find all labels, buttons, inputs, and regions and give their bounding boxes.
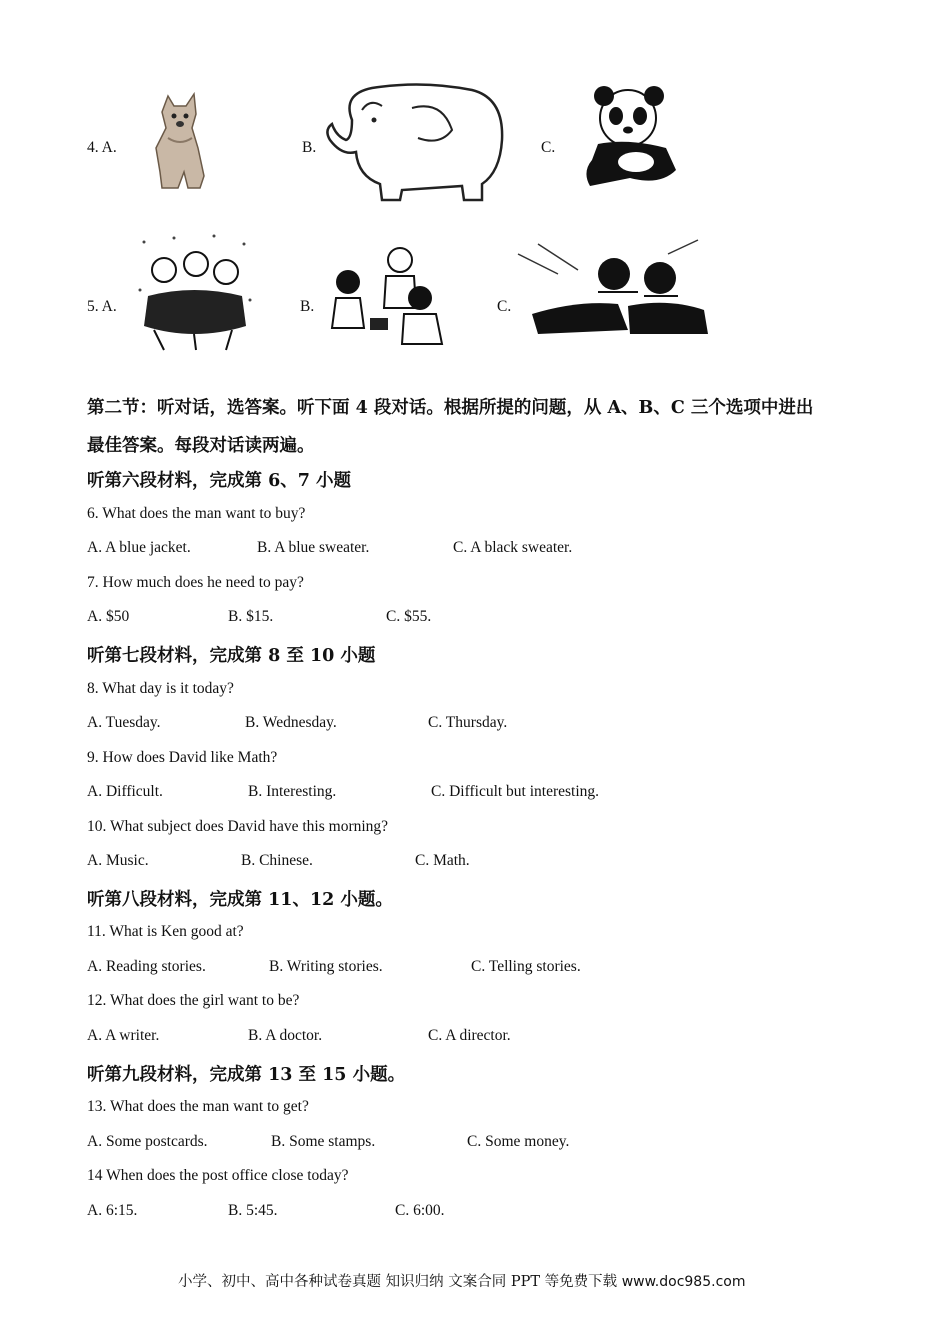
option-b: B. Writing stories.: [269, 958, 383, 975]
footer-url[interactable]: www.doc985.com: [621, 1274, 746, 1290]
option-c: C. Some money.: [467, 1133, 570, 1150]
option-a: A. Reading stories.: [87, 958, 206, 975]
option-b: B. Chinese.: [241, 852, 313, 869]
children-playing-picture: [320, 236, 466, 354]
option-b: B. 5:45.: [228, 1202, 278, 1219]
option-c: C. Thursday.: [428, 714, 508, 731]
question-text: 7. How much does he need to pay?: [87, 574, 304, 591]
option-b: B. $15.: [228, 608, 274, 625]
option-a: A. A blue jacket.: [87, 539, 191, 556]
option-c: C. 6:00.: [395, 1202, 445, 1219]
question-text: 13. What does the man want to get?: [87, 1098, 309, 1115]
option-c: C. A director.: [428, 1027, 511, 1044]
option-c: C. Telling stories.: [471, 958, 581, 975]
option-c: C. Difficult but interesting.: [431, 783, 600, 800]
option-b: B. Some stamps.: [271, 1133, 376, 1150]
option-c: C. Math.: [415, 852, 470, 869]
q4-b-label: B.: [302, 139, 317, 156]
question-text: 11. What is Ken good at?: [87, 923, 244, 940]
question-text: 14 When does the post office close today?: [87, 1167, 349, 1184]
option-a: A. 6:15.: [87, 1202, 138, 1219]
dog-picture: [148, 88, 214, 192]
question-text: 8. What day is it today?: [87, 680, 234, 697]
option-a: A. Tuesday.: [87, 714, 161, 731]
elephant-picture: [322, 80, 508, 204]
section2-instruction-line2: 最佳答案。每段对话读两遍。: [87, 436, 315, 456]
question-text: 9. How does David like Math?: [87, 749, 278, 766]
panda-picture: [580, 86, 684, 196]
option-c: C. A black sweater.: [453, 539, 573, 556]
option-c: C. $55.: [386, 608, 432, 625]
option-a: A. $50: [87, 608, 130, 625]
group-heading: 听第七段材料，完成第 8 至 10 小题: [87, 646, 376, 666]
question-text: 10. What subject does David have this morning?: [87, 818, 389, 835]
question-text: 12. What does the girl want to be?: [87, 992, 300, 1009]
option-a: A. Some postcards.: [87, 1133, 208, 1150]
footer: [178, 1270, 745, 1291]
option-a: A. A writer.: [87, 1027, 160, 1044]
option-b: B. Wednesday.: [245, 714, 337, 731]
footer-text: 小学、初中、高中各种试卷真题 知识归纳 文案合同 PPT 等免费下载: [178, 1274, 618, 1290]
q5-a-label: 5. A.: [87, 298, 117, 315]
option-a: A. Music.: [87, 852, 149, 869]
q5-b-label: B.: [300, 298, 315, 315]
section2-instruction-line1: 第二节：听对话，选答案。听下面 4 段对话。根据所提的问题，从 A、B、C 三个选项中进出: [87, 398, 814, 418]
group-heading: 听第六段材料，完成第 6、7 小题: [87, 471, 352, 491]
question-text: 6. What does the man want to buy?: [87, 505, 306, 522]
q4-c-label: C.: [541, 139, 556, 156]
option-a: A. Difficult.: [87, 783, 163, 800]
q4-a-label: 4. A.: [87, 139, 117, 156]
group-heading: 听第九段材料，完成第 13 至 15 小题。: [87, 1065, 406, 1085]
option-b: B. A blue sweater.: [257, 539, 370, 556]
group-heading: 听第八段材料，完成第 11、12 小题。: [87, 890, 393, 910]
option-b: B. A doctor.: [248, 1027, 323, 1044]
children-party-picture: [134, 230, 256, 352]
option-b: B. Interesting.: [248, 783, 337, 800]
q5-c-label: C.: [497, 298, 512, 315]
children-sitting-picture: [518, 234, 724, 352]
